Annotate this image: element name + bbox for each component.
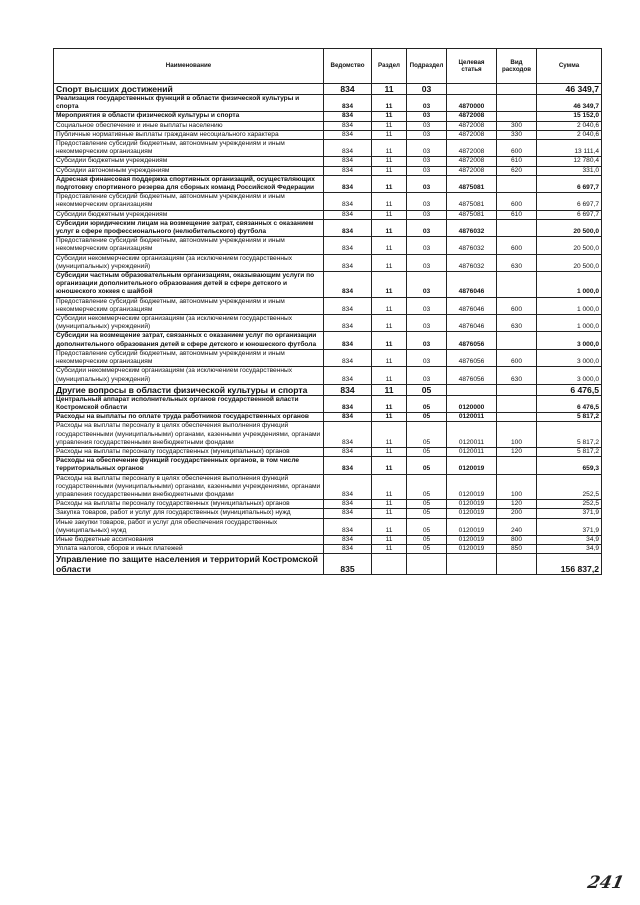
cell-vid: 300: [497, 121, 537, 130]
cell-vid: [497, 84, 537, 95]
cell-vid: 240: [497, 518, 537, 535]
cell-podr: 05: [407, 413, 447, 422]
cell-podr: 03: [407, 112, 447, 121]
cell-razdel: 11: [372, 545, 407, 554]
cell-cel: 4872008: [447, 140, 497, 157]
cell-name: Расходы на выплаты персоналу государственных (муниципальных) органов: [54, 500, 324, 509]
cell-sum: 12 780,4: [537, 157, 602, 166]
cell-name: Мероприятия в области физической культуры и спорта: [54, 112, 324, 121]
cell-podr: 03: [407, 210, 447, 219]
cell-cel: 4876046: [447, 315, 497, 332]
cell-name: Иные бюджетные ассигнования: [54, 535, 324, 544]
cell-vid: 600: [497, 140, 537, 157]
table-row: [54, 140, 602, 157]
table-row: [54, 219, 602, 236]
cell-name: Спорт высших достижений: [54, 84, 324, 95]
cell-name: Субсидии некоммерческим организациям (за исключением государственных (муниципальных) учреждений): [54, 315, 324, 332]
cell-sum: 20 500,0: [537, 254, 602, 271]
cell-cel: 4875081: [447, 193, 497, 210]
table-row: [54, 545, 602, 554]
cell-razdel: 11: [372, 219, 407, 236]
cell-vid: 120: [497, 447, 537, 456]
cell-name: Предоставление субсидий бюджетным, автономным учреждениям и иным некоммерческим организациям: [54, 237, 324, 254]
cell-ved: 834: [324, 297, 372, 314]
cell-podr: 03: [407, 140, 447, 157]
cell-cel: 0120019: [447, 545, 497, 554]
header-razdel: Раздел: [372, 49, 407, 84]
cell-sum: 659,3: [537, 457, 602, 474]
cell-vid: [497, 272, 537, 298]
cell-ved: 834: [324, 272, 372, 298]
cell-ved: 834: [324, 157, 372, 166]
cell-sum: 5 817,2: [537, 413, 602, 422]
cell-ved: 834: [324, 545, 372, 554]
cell-cel: 0120019: [447, 457, 497, 474]
table-row: [54, 447, 602, 456]
cell-ved: 834: [324, 166, 372, 175]
cell-cel: [447, 554, 497, 575]
header-podrazdel: Подраздел: [407, 49, 447, 84]
cell-cel: 4876046: [447, 272, 497, 298]
cell-vid: 600: [497, 297, 537, 314]
cell-vid: [497, 175, 537, 192]
table-row: [54, 272, 602, 298]
cell-name: Субсидии некоммерческим организациям (за исключением государственных (муниципальных) учреждений): [54, 367, 324, 384]
table-row: [54, 193, 602, 210]
cell-vid: 610: [497, 157, 537, 166]
table-row: [54, 121, 602, 130]
cell-podr: 03: [407, 332, 447, 349]
header-name: Наименование: [54, 49, 324, 84]
cell-ved: 834: [324, 413, 372, 422]
cell-podr: 03: [407, 254, 447, 271]
cell-name: Центральный аппарат исполнительных органов государственной власти Костромской области: [54, 395, 324, 412]
cell-podr: 05: [407, 447, 447, 456]
cell-ved: 834: [324, 349, 372, 366]
cell-ved: 834: [324, 121, 372, 130]
cell-sum: 20 500,0: [537, 219, 602, 236]
cell-sum: 331,0: [537, 166, 602, 175]
cell-vid: 100: [497, 474, 537, 500]
table-row: [54, 413, 602, 422]
cell-ved: 834: [324, 237, 372, 254]
cell-vid: 600: [497, 237, 537, 254]
cell-cel: 4876056: [447, 367, 497, 384]
cell-sum: 1 000,0: [537, 297, 602, 314]
cell-name: Расходы на обеспечение функций государственных органов, в том числе территориальных органов: [54, 457, 324, 474]
cell-sum: 6 476,5: [537, 395, 602, 412]
cell-cel: 4872008: [447, 121, 497, 130]
cell-podr: 03: [407, 130, 447, 139]
cell-razdel: 11: [372, 121, 407, 130]
cell-razdel: 11: [372, 518, 407, 535]
cell-name: Субсидии бюджетным учреждениям: [54, 157, 324, 166]
cell-razdel: 11: [372, 166, 407, 175]
cell-ved: 834: [324, 474, 372, 500]
cell-ved: 834: [324, 175, 372, 192]
cell-cel: 4872008: [447, 157, 497, 166]
cell-sum: 156 837,2: [537, 554, 602, 575]
cell-sum: 46 349,7: [537, 84, 602, 95]
cell-sum: 3 000,0: [537, 332, 602, 349]
table-row: [54, 422, 602, 448]
cell-razdel: 11: [372, 272, 407, 298]
cell-sum: 34,9: [537, 535, 602, 544]
cell-vid: [497, 219, 537, 236]
table-row: [54, 315, 602, 332]
cell-sum: 1 000,0: [537, 315, 602, 332]
cell-razdel: 11: [372, 332, 407, 349]
cell-cel: 0120019: [447, 500, 497, 509]
cell-podr: 05: [407, 535, 447, 544]
cell-razdel: 11: [372, 500, 407, 509]
table-row: [54, 457, 602, 474]
cell-razdel: 11: [372, 447, 407, 456]
cell-vid: [497, 457, 537, 474]
cell-podr: 05: [407, 518, 447, 535]
cell-name: Предоставление субсидий бюджетным, автономным учреждениям и иным некоммерческим организациям: [54, 193, 324, 210]
cell-name: Реализация государственных функций в области физической культуры и спорта: [54, 95, 324, 112]
cell-podr: 03: [407, 272, 447, 298]
cell-sum: 5 817,2: [537, 447, 602, 456]
cell-name: Субсидии бюджетным учреждениям: [54, 210, 324, 219]
cell-cel: 4876056: [447, 332, 497, 349]
cell-ved: 834: [324, 315, 372, 332]
cell-name: Уплата налогов, сборов и иных платежей: [54, 545, 324, 554]
cell-vid: [497, 554, 537, 575]
header-celevaya-statya: Целевая статья: [447, 49, 497, 84]
table-row: [54, 474, 602, 500]
cell-cel: 0120011: [447, 447, 497, 456]
cell-vid: [497, 413, 537, 422]
cell-podr: 03: [407, 166, 447, 175]
cell-ved: 834: [324, 95, 372, 112]
cell-sum: 46 349,7: [537, 95, 602, 112]
cell-vid: 850: [497, 545, 537, 554]
cell-ved: 834: [324, 210, 372, 219]
cell-cel: 0120019: [447, 535, 497, 544]
cell-razdel: 11: [372, 175, 407, 192]
cell-ved: 834: [324, 130, 372, 139]
cell-vid: 630: [497, 254, 537, 271]
budget-table: [53, 48, 602, 575]
cell-cel: 0120019: [447, 474, 497, 500]
table-row: [54, 349, 602, 366]
cell-podr: 03: [407, 95, 447, 112]
cell-ved: 835: [324, 554, 372, 575]
table-row: [54, 554, 602, 575]
cell-cel: 0120011: [447, 413, 497, 422]
cell-cel: 4876046: [447, 297, 497, 314]
table-body: [54, 84, 602, 575]
cell-podr: 05: [407, 545, 447, 554]
table-row: [54, 500, 602, 509]
cell-razdel: 11: [372, 130, 407, 139]
table-row: [54, 332, 602, 349]
cell-ved: 834: [324, 395, 372, 412]
cell-name: Расходы на выплаты персоналу государственных (муниципальных) органов: [54, 447, 324, 456]
table-row: [54, 166, 602, 175]
cell-razdel: 11: [372, 457, 407, 474]
cell-podr: 05: [407, 457, 447, 474]
cell-sum: 13 111,4: [537, 140, 602, 157]
cell-cel: [447, 384, 497, 395]
cell-ved: 834: [324, 422, 372, 448]
table-row: [54, 210, 602, 219]
cell-razdel: 11: [372, 112, 407, 121]
cell-razdel: 11: [372, 367, 407, 384]
cell-sum: 20 500,0: [537, 237, 602, 254]
cell-name: Другие вопросы в области физической культуры и спорта: [54, 384, 324, 395]
cell-sum: 3 000,0: [537, 367, 602, 384]
cell-sum: 252,5: [537, 474, 602, 500]
cell-razdel: 11: [372, 140, 407, 157]
cell-ved: 834: [324, 447, 372, 456]
cell-name: Публичные нормативные выплаты гражданам несоциального характера: [54, 130, 324, 139]
table-row: [54, 157, 602, 166]
cell-razdel: 11: [372, 157, 407, 166]
cell-ved: 834: [324, 84, 372, 95]
cell-cel: 4875081: [447, 210, 497, 219]
cell-razdel: 11: [372, 395, 407, 412]
cell-razdel: 11: [372, 384, 407, 395]
cell-ved: 834: [324, 254, 372, 271]
cell-podr: 05: [407, 395, 447, 412]
cell-razdel: 11: [372, 509, 407, 518]
cell-name: Субсидии юридическим лицам на возмещение затрат, связанных с оказанием услуг в сфере профессионального (нелюбительского) футбола: [54, 219, 324, 236]
header-summa: Сумма: [537, 49, 602, 84]
cell-ved: 834: [324, 518, 372, 535]
cell-cel: 4876032: [447, 237, 497, 254]
cell-vid: 600: [497, 349, 537, 366]
cell-podr: 05: [407, 384, 447, 395]
cell-name: Субсидии некоммерческим организациям (за исключением государственных (муниципальных) учреждений): [54, 254, 324, 271]
cell-vid: 630: [497, 315, 537, 332]
cell-podr: 05: [407, 474, 447, 500]
cell-vid: [497, 95, 537, 112]
cell-cel: 4872008: [447, 130, 497, 139]
cell-sum: 6 697,7: [537, 210, 602, 219]
cell-name: Расходы на выплаты персоналу в целях обеспечения выполнения функций государственными (муниципальными) органами, казенными учреждениями, органами управления государственными внебюджетными фондами: [54, 474, 324, 500]
cell-sum: 371,9: [537, 509, 602, 518]
cell-ved: 834: [324, 112, 372, 121]
table-row: [54, 112, 602, 121]
cell-razdel: 11: [372, 349, 407, 366]
cell-name: Закупка товаров, работ и услуг для государственных (муниципальных) нужд: [54, 509, 324, 518]
cell-sum: 2 040,6: [537, 121, 602, 130]
cell-ved: 834: [324, 367, 372, 384]
cell-razdel: 11: [372, 193, 407, 210]
cell-sum: 2 040,6: [537, 130, 602, 139]
table-row: [54, 509, 602, 518]
cell-vid: 330: [497, 130, 537, 139]
cell-cel: 4872008: [447, 112, 497, 121]
cell-podr: 03: [407, 237, 447, 254]
cell-name: Адресная финансовая поддержка спортивных организаций, осуществляющих подготовку спортивного резерва для сборных команд Российской Федерации: [54, 175, 324, 192]
cell-razdel: 11: [372, 95, 407, 112]
cell-vid: [497, 384, 537, 395]
cell-vid: [497, 395, 537, 412]
cell-sum: 6 476,5: [537, 384, 602, 395]
cell-ved: 834: [324, 219, 372, 236]
cell-vid: 120: [497, 500, 537, 509]
cell-name: Расходы на выплаты по оплате труда работников государственных органов: [54, 413, 324, 422]
cell-name: Субсидии частным образовательным организациям, оказывающим услуги по организации дополнительного образования детей в сфере детского и юношеского хоккея с шайбой: [54, 272, 324, 298]
cell-razdel: 11: [372, 210, 407, 219]
cell-cel: 4876032: [447, 254, 497, 271]
table-row: [54, 518, 602, 535]
cell-podr: 05: [407, 509, 447, 518]
cell-sum: 6 697,7: [537, 193, 602, 210]
cell-vid: 200: [497, 509, 537, 518]
cell-cel: 0120000: [447, 395, 497, 412]
cell-razdel: [372, 554, 407, 575]
cell-vid: 630: [497, 367, 537, 384]
cell-sum: 252,5: [537, 500, 602, 509]
cell-razdel: 11: [372, 422, 407, 448]
cell-razdel: 11: [372, 254, 407, 271]
cell-name: Предоставление субсидий бюджетным, автономным учреждениям и иным некоммерческим организациям: [54, 297, 324, 314]
cell-ved: 834: [324, 509, 372, 518]
table-row: [54, 384, 602, 395]
cell-podr: 03: [407, 219, 447, 236]
cell-ved: 834: [324, 457, 372, 474]
cell-podr: 03: [407, 84, 447, 95]
cell-razdel: 11: [372, 84, 407, 95]
cell-name: Управление по защите населения и территорий Костромской области: [54, 554, 324, 575]
cell-sum: 34,9: [537, 545, 602, 554]
cell-ved: 834: [324, 140, 372, 157]
cell-sum: 3 000,0: [537, 349, 602, 366]
cell-name: Социальное обеспечение и иные выплаты населению: [54, 121, 324, 130]
cell-razdel: 11: [372, 297, 407, 314]
cell-razdel: 11: [372, 535, 407, 544]
cell-ved: 834: [324, 193, 372, 210]
cell-sum: 5 817,2: [537, 422, 602, 448]
cell-cel: 4876032: [447, 219, 497, 236]
table-row: [54, 367, 602, 384]
cell-vid: 620: [497, 166, 537, 175]
cell-vid: [497, 112, 537, 121]
table-row: [54, 95, 602, 112]
cell-ved: 834: [324, 332, 372, 349]
cell-vid: [497, 332, 537, 349]
cell-sum: 6 697,7: [537, 175, 602, 192]
cell-razdel: 11: [372, 413, 407, 422]
cell-cel: 0120019: [447, 518, 497, 535]
header-vid-rashodov: Вид расходов: [497, 49, 537, 84]
cell-sum: 371,9: [537, 518, 602, 535]
cell-razdel: 11: [372, 315, 407, 332]
cell-vid: 100: [497, 422, 537, 448]
cell-podr: 05: [407, 422, 447, 448]
cell-podr: 05: [407, 500, 447, 509]
cell-podr: 03: [407, 297, 447, 314]
cell-cel: 0120019: [447, 509, 497, 518]
page-number: 241: [585, 873, 626, 893]
table-row: [54, 175, 602, 192]
cell-sum: 1 000,0: [537, 272, 602, 298]
cell-cel: 0120011: [447, 422, 497, 448]
cell-cel: 4870000: [447, 95, 497, 112]
cell-ved: 834: [324, 384, 372, 395]
cell-name: Расходы на выплаты персоналу в целях обеспечения выполнения функций государственными (муниципальными) органами, казенными учреждениями, органами управления государственными внебюджетными фондами: [54, 422, 324, 448]
cell-cel: 4872008: [447, 166, 497, 175]
cell-cel: 4875081: [447, 175, 497, 192]
header-vedomstvo: Ведомство: [324, 49, 372, 84]
cell-podr: 03: [407, 315, 447, 332]
table-row: [54, 84, 602, 95]
cell-podr: 03: [407, 157, 447, 166]
table-row: [54, 237, 602, 254]
cell-razdel: 11: [372, 474, 407, 500]
cell-ved: 834: [324, 500, 372, 509]
table-row: [54, 395, 602, 412]
cell-podr: 03: [407, 175, 447, 192]
table-row: [54, 254, 602, 271]
cell-podr: 03: [407, 349, 447, 366]
cell-vid: 600: [497, 193, 537, 210]
cell-sum: 15 152,0: [537, 112, 602, 121]
cell-podr: 03: [407, 367, 447, 384]
cell-name: Иные закупки товаров, работ и услуг для обеспечения государственных (муниципальных) нужд: [54, 518, 324, 535]
cell-razdel: 11: [372, 237, 407, 254]
cell-name: Субсидии на возмещение затрат, связанных с оказанием услуг по организации дополнительного образования детей в сфере детского и юношеского футбола: [54, 332, 324, 349]
cell-vid: 800: [497, 535, 537, 544]
cell-ved: 834: [324, 535, 372, 544]
cell-podr: [407, 554, 447, 575]
cell-podr: 03: [407, 193, 447, 210]
cell-podr: 03: [407, 121, 447, 130]
header-row: [54, 49, 602, 84]
cell-name: Предоставление субсидий бюджетным, автономным учреждениям и иным некоммерческим организациям: [54, 349, 324, 366]
cell-name: Субсидии автономным учреждениям: [54, 166, 324, 175]
table-row: [54, 535, 602, 544]
cell-cel: 4876056: [447, 349, 497, 366]
table-row: [54, 297, 602, 314]
cell-cel: [447, 84, 497, 95]
cell-vid: 610: [497, 210, 537, 219]
table-row: [54, 130, 602, 139]
cell-name: Предоставление субсидий бюджетным, автономным учреждениям и иным некоммерческим организациям: [54, 140, 324, 157]
